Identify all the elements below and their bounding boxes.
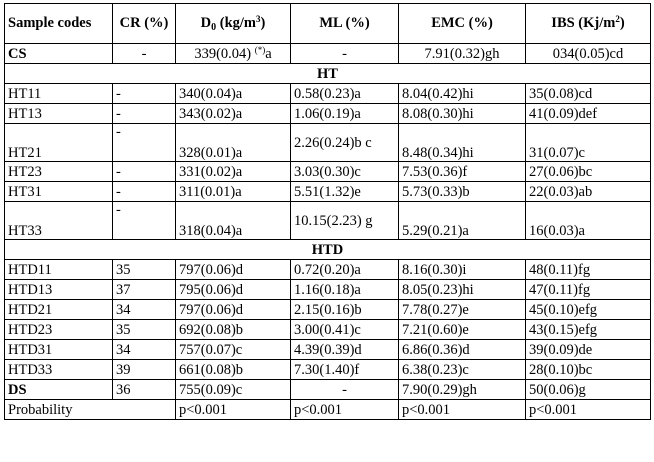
cs-ibs-cell: 034(0.05)cd — [526, 44, 651, 64]
header-row — [5, 4, 651, 44]
row-code-cell: HTD21 — [5, 300, 113, 320]
row-code-cell: HT21 — [5, 124, 113, 162]
cs-ml-cell: - — [291, 44, 399, 64]
ds-ibs-cell: 50(0.06)g — [526, 380, 651, 400]
probability-d0-cell: p<0.001 — [176, 400, 291, 420]
table-row — [5, 300, 651, 320]
row-cr-cell: 34 — [113, 340, 176, 360]
cs-d0-letter: a — [265, 45, 272, 62]
row-code-cell: HTD11 — [5, 260, 113, 280]
row-emc-cell: 6.86(0.36)d — [399, 340, 526, 360]
ds-code-cell: DS — [5, 380, 113, 400]
row-ibs-cell: 47(0.11)fg — [526, 280, 651, 300]
cs-cr-cell: - — [113, 44, 176, 64]
row-code-cell: HT13 — [5, 104, 113, 124]
table-row — [5, 280, 651, 300]
table-row — [5, 260, 651, 280]
row-ml-cell: 0.58(0.23)a — [291, 84, 399, 104]
row-cr-cell: - — [113, 124, 176, 162]
row-ibs-cell: 28(0.10)bc — [526, 360, 651, 380]
row-ml-cell: 2.26(0.24)b c — [291, 124, 399, 162]
header-d0-close: ) — [260, 15, 266, 31]
row-code-cell: HT33 — [5, 202, 113, 240]
row-ibs-cell: 31(0.07)c — [526, 124, 651, 162]
row-emc-cell: 8.05(0.23)hi — [399, 280, 526, 300]
header-ibs-main: IBS (Kj/m — [551, 15, 616, 31]
row-emc-cell: 8.08(0.30)hi — [399, 104, 526, 124]
row-ml-cell: 5.51(1.32)e — [291, 182, 399, 202]
row-ml-cell: 1.16(0.18)a — [291, 280, 399, 300]
ds-ml-cell: - — [291, 380, 399, 400]
row-ibs-cell: 22(0.03)ab — [526, 182, 651, 202]
row-emc-cell: 8.04(0.42)hi — [399, 84, 526, 104]
row-d0-cell: 797(0.06)d — [176, 300, 291, 320]
row-ml-cell: 2.15(0.16)b — [291, 300, 399, 320]
row-d0-cell: 340(0.04)a — [176, 84, 291, 104]
table-row — [5, 202, 651, 240]
row-code-cell: HTD31 — [5, 340, 113, 360]
row-ibs-cell: 48(0.11)fg — [526, 260, 651, 280]
header-ml: ML (%) — [291, 4, 399, 44]
header-cr: CR (%) — [113, 4, 176, 44]
row-d0-cell: 328(0.01)a — [176, 124, 291, 162]
row-d0-cell: 795(0.06)d — [176, 280, 291, 300]
row-ibs-cell: 16(0.03)a — [526, 202, 651, 240]
row-ml-cell: 10.15(2.23) g — [291, 202, 399, 240]
row-ibs-cell: 35(0.08)cd — [526, 84, 651, 104]
row-code-cell: HT11 — [5, 84, 113, 104]
row-code-cell: HT23 — [5, 162, 113, 182]
header-d0 — [176, 4, 291, 44]
row-code-cell: HTD13 — [5, 280, 113, 300]
ds-emc-cell: 7.90(0.29)gh — [399, 380, 526, 400]
row-d0-cell: 757(0.07)c — [176, 340, 291, 360]
table-row — [5, 162, 651, 182]
probability-ml-cell: p<0.001 — [291, 400, 399, 420]
row-cr-cell: - — [113, 202, 176, 240]
probability-label-cell: Probability — [5, 400, 176, 420]
row-code-cell: HTD33 — [5, 360, 113, 380]
header-ibs-superscript: 2 — [615, 14, 620, 24]
row-emc-cell: 7.78(0.27)e — [399, 300, 526, 320]
row-cr-cell: 39 — [113, 360, 176, 380]
results-table-container — [4, 3, 650, 420]
row-ibs-cell: 27(0.06)bc — [526, 162, 651, 182]
row-cr-cell: - — [113, 162, 176, 182]
row-cr-cell: 37 — [113, 280, 176, 300]
row-ml-cell: 7.30(1.40)f — [291, 360, 399, 380]
row-cr-cell: 34 — [113, 300, 176, 320]
section-label-htd: HTD — [5, 240, 651, 260]
cs-d0-value: 339(0.04) — [194, 45, 255, 62]
header-emc: EMC (%) — [399, 4, 526, 44]
row-code-cell: HT31 — [5, 182, 113, 202]
row-ibs-cell: 41(0.09)def — [526, 104, 651, 124]
table-row — [5, 360, 651, 380]
row-emc-cell: 7.21(0.60)e — [399, 320, 526, 340]
table-row — [5, 84, 651, 104]
row-d0-cell: 331(0.02)a — [176, 162, 291, 182]
cs-emc-cell: 7.91(0.32)gh — [399, 44, 526, 64]
header-d0-unit-superscript: 3 — [256, 14, 261, 24]
row-cr-cell: - — [113, 182, 176, 202]
row-ml-cell: 0.72(0.20)a — [291, 260, 399, 280]
cs-d0-footnote-mark: (*) — [254, 44, 266, 55]
row-ml-cell: 4.39(0.39)d — [291, 340, 399, 360]
ds-d0-cell: 755(0.09)c — [176, 380, 291, 400]
row-ml-cell: 1.06(0.19)a — [291, 104, 399, 124]
table-row-ds — [5, 380, 651, 400]
row-code-cell: HTD23 — [5, 320, 113, 340]
table-row — [5, 320, 651, 340]
row-d0-cell: 318(0.04)a — [176, 202, 291, 240]
row-emc-cell: 5.73(0.33)b — [399, 182, 526, 202]
row-cr-cell: 35 — [113, 260, 176, 280]
row-ibs-cell: 45(0.10)efg — [526, 300, 651, 320]
row-ibs-cell: 43(0.15)efg — [526, 320, 651, 340]
row-d0-cell: 311(0.01)a — [176, 182, 291, 202]
row-d0-cell: 692(0.08)b — [176, 320, 291, 340]
row-cr-cell: 35 — [113, 320, 176, 340]
results-table — [4, 3, 651, 420]
row-emc-cell: 8.48(0.34)hi — [399, 124, 526, 162]
row-d0-cell: 343(0.02)a — [176, 104, 291, 124]
header-d0-subscript: 0 — [211, 22, 217, 33]
table-row — [5, 182, 651, 202]
section-header-htd — [5, 240, 651, 260]
row-ml-cell: 3.00(0.41)c — [291, 320, 399, 340]
table-row-probability — [5, 400, 651, 420]
section-header-ht — [5, 64, 651, 84]
table-row — [5, 340, 651, 360]
row-emc-cell: 8.16(0.30)i — [399, 260, 526, 280]
row-d0-cell: 661(0.08)b — [176, 360, 291, 380]
header-ibs-close: ) — [619, 15, 625, 31]
table-row — [5, 124, 651, 162]
cs-d0-cell — [176, 44, 291, 64]
ds-cr-cell: 36 — [113, 380, 176, 400]
row-ml-cell: 3.03(0.30)c — [291, 162, 399, 182]
row-ibs-cell: 39(0.09)de — [526, 340, 651, 360]
table-row-cs — [5, 44, 651, 64]
header-ibs — [526, 4, 651, 44]
probability-emc-cell: p<0.001 — [399, 400, 526, 420]
row-d0-cell: 797(0.06)d — [176, 260, 291, 280]
probability-ibs-cell: p<0.001 — [526, 400, 651, 420]
table-row — [5, 104, 651, 124]
row-cr-cell: - — [113, 104, 176, 124]
row-emc-cell: 5.29(0.21)a — [399, 202, 526, 240]
header-sample-codes: Sample codes — [5, 4, 113, 44]
row-cr-cell: - — [113, 84, 176, 104]
cs-code-cell: CS — [5, 44, 113, 64]
row-emc-cell: 7.53(0.36)f — [399, 162, 526, 182]
section-label-ht: HT — [5, 64, 651, 84]
header-d0-unit: (kg/m — [216, 15, 256, 31]
header-d0-main: D — [200, 15, 212, 31]
row-emc-cell: 6.38(0.23)c — [399, 360, 526, 380]
